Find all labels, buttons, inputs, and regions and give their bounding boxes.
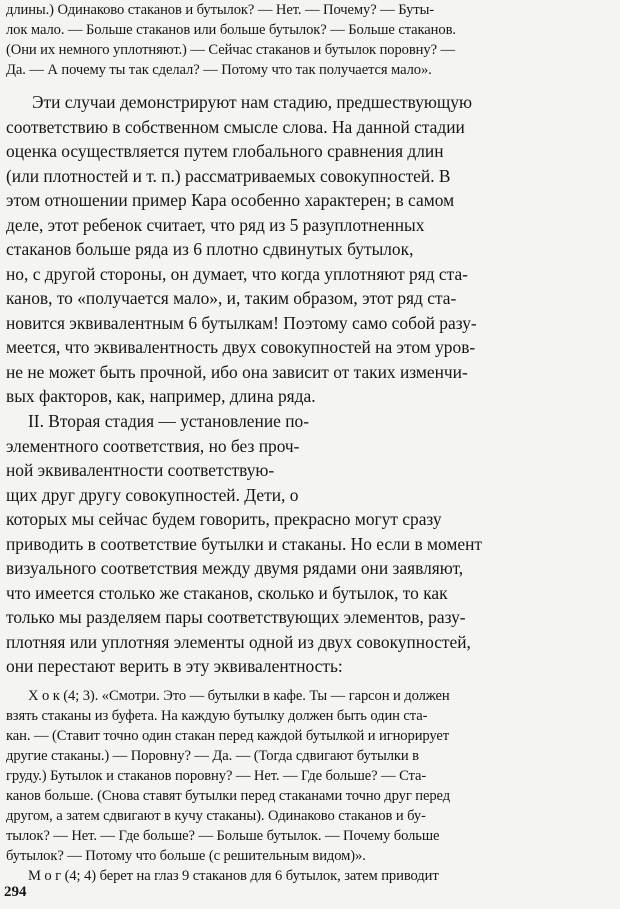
text-line: этом отношении пример Кара особенно характерен; в самом xyxy=(6,190,455,210)
text-line: кан. — (Ставит точно один стакан перед каждой бутылкой и игнорирует xyxy=(6,728,450,744)
text-line: (Они их немного уплотняют.) — Сейчас стаканов и бутылок поровну? — xyxy=(6,42,455,58)
text-line: они перестают верить в эту эквивалентность: xyxy=(6,656,343,676)
text-line: визуального соответствия между двумя рядами они заявляют, xyxy=(6,558,464,578)
text-line: приводить в соответствие бутылки и стаканы. Но если в момент xyxy=(6,533,483,554)
text-line: которых мы сейчас будем говорить, прекрасно могут сразу xyxy=(6,509,442,529)
text-line: плотняя или уплотняя элементы одной из двух совокупностей, xyxy=(6,631,471,652)
page-number: 294 xyxy=(4,884,27,900)
text-line: длины.) Одинаково стаканов и бутылок? — Нет. — Почему? — Буты- xyxy=(6,2,435,18)
section-heading-line: ной эквивалентности соответствую- xyxy=(6,460,275,480)
section-heading-line: элементного соответствия, но без проч- xyxy=(6,435,300,456)
section-heading-line: II. Вторая стадия — установление по- xyxy=(28,411,309,431)
text-line: Эти случаи демонстрируют нам стадию, предшествующую xyxy=(32,92,472,112)
text-line: что имеется столько же стаканов, сколько и бутылок, то как xyxy=(6,582,448,603)
text-line: бутылок? — Потому что больше (с решительным видом)». xyxy=(6,848,366,864)
text-line: но, с другой стороны, он думает, что когда уплотняют ряд ста- xyxy=(6,263,468,284)
text-line: стаканов больше ряда из 6 плотно сдвинутых бутылок, xyxy=(6,239,414,259)
text-line: меется, что эквивалентность двух совокупностей на этом уров- xyxy=(6,337,476,357)
text-line: не не может быть прочной, ибо она зависит от таких изменчи- xyxy=(6,361,468,382)
text-line: груду.) Бутылок и стаканов поровну? — Нет. — Где больше? — Ста- xyxy=(6,768,427,784)
text-line: только мы разделяем пары соответствующих элементов, разу- xyxy=(6,607,466,627)
text-line: канов больше. (Снова ставят бутылки перед стаканами точно друг перед xyxy=(6,788,451,804)
text-line: вых факторов, как, например, длина ряда. xyxy=(6,386,316,406)
text-line: лок мало. — Больше стаканов или больше бутылок? — Больше стаканов. xyxy=(6,22,456,38)
text-line: оценка осуществляется путем глобального сравнения длин xyxy=(6,141,444,161)
text-line: щих друг другу совокупностей. Дети, о xyxy=(6,484,299,505)
text-line: Х о к (4; 3). «Смотри. Это — бутылки в кафе. Ты — гарсон и должен xyxy=(28,688,450,704)
text-line: канов, то «получается мало», и, таким образом, этот ряд ста- xyxy=(6,288,457,308)
text-line: соответствию в собственном смысле слова. На данной стадии xyxy=(6,116,465,137)
text-line: взять стаканы из буфета. На каждую бутылку должен быть один ста- xyxy=(6,708,428,724)
text-line: другие стаканы.) — Поровну? — Да. — (Тогда сдвигают бутылки в xyxy=(6,748,419,764)
text-line: (или плотностей и т. п.) рассматриваемых совокупностей. В xyxy=(6,165,451,186)
text-line: деле, этот ребенок считает, что ряд из 5 разуплотненных xyxy=(6,214,425,235)
text-line: М о г (4; 4) берет на глаз 9 стаканов для 6 бутылок, затем приводит xyxy=(28,868,439,884)
text-line: новится эквивалентным 6 бутылкам! Поэтому само собой разу- xyxy=(6,312,477,333)
text-line: Да. — А почему ты так сделал? — Потому что так получается мало». xyxy=(6,62,432,78)
text-line: другом, а затем сдвигают в кучу стаканы). Одинаково стаканов и бу- xyxy=(6,808,426,824)
text-line: тылок? — Нет. — Где больше? — Больше бутылок. — Почему больше xyxy=(6,828,440,844)
